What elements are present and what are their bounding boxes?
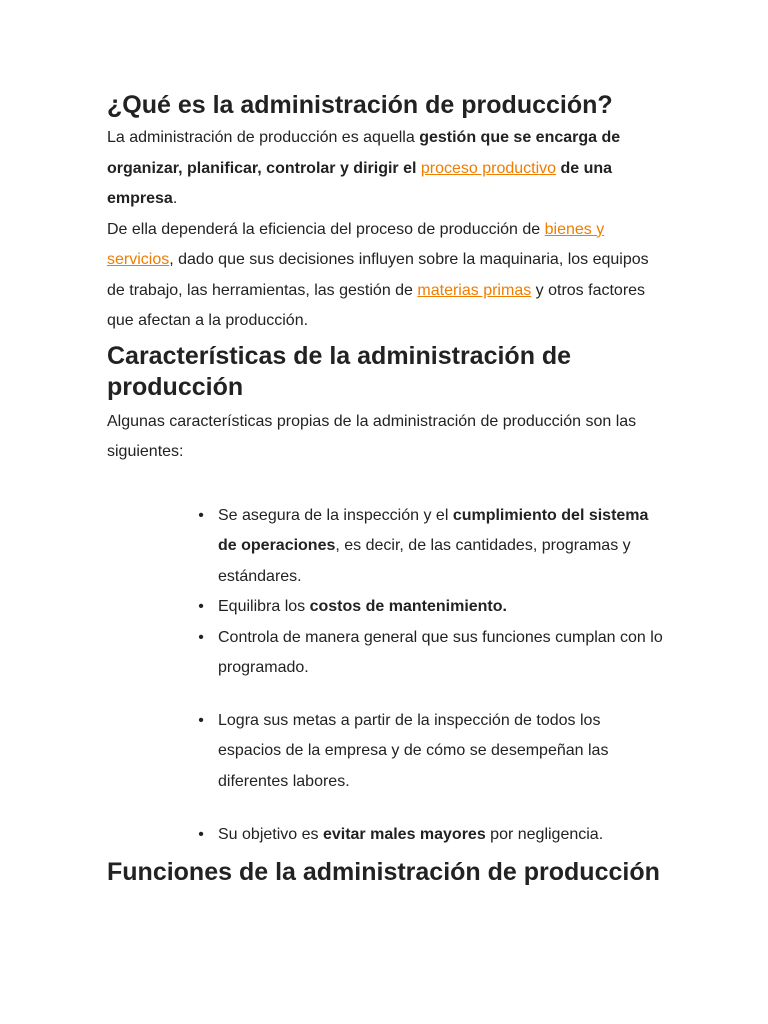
text-segment: Su objetivo es <box>218 826 323 843</box>
bold-segment: costos de mantenimiento. <box>309 598 507 615</box>
link-proceso-productivo[interactable]: proceso productivo <box>420 159 557 177</box>
text-segment: por negligencia. <box>485 826 604 843</box>
bold-segment: de una empresa <box>107 159 613 207</box>
link-materias-primas[interactable]: materias primas <box>417 281 532 299</box>
list-item <box>107 501 667 593</box>
text-segment: y otros factores que afectan a la producción. <box>107 281 646 329</box>
heading-caracteristicas: Características de la administración de producción <box>107 341 572 401</box>
list-item <box>107 706 667 798</box>
bullet-icon: • <box>198 628 204 646</box>
text-segment: , es decir, de las cantidades, programas y estándares. <box>218 537 631 585</box>
paragraph-intro-caracteristicas: Algunas características propias de la administración de producción son las siguientes: <box>107 412 637 460</box>
characteristics-list <box>107 501 667 851</box>
text-segment: Se asegura de la inspección y el <box>218 506 453 524</box>
list-item <box>107 592 667 623</box>
text-segment: , dado que sus decisiones influyen sobre la maquinaria, los equipos de trabajo, las herramientas, las gestión de <box>107 251 649 299</box>
paragraph-definition <box>107 123 667 215</box>
bullet-icon: • <box>198 598 204 615</box>
article-body <box>107 90 667 888</box>
bullet-icon: • <box>198 711 204 729</box>
text-segment: La administración de producción es aquella <box>107 129 420 146</box>
bullet-icon: • <box>198 826 204 843</box>
heading-funciones: Funciones de la administración de producción <box>107 857 660 886</box>
paragraph-eficiencia <box>107 215 667 337</box>
bold-segment: evitar males mayores <box>322 826 486 843</box>
list-item <box>107 623 667 684</box>
text-segment: Controla de manera general que sus funciones cumplan con lo programado. <box>218 628 663 676</box>
bullet-icon: • <box>198 506 204 524</box>
bold-segment: gestión que se encarga de organizar, planificar, controlar y dirigir el <box>107 129 621 177</box>
list-item <box>107 820 667 851</box>
text-segment: Logra sus metas a partir de la inspección de todos los espacios de la empresa y de cómo se desempeñan las diferentes labores. <box>218 711 609 790</box>
heading-que-es: ¿Qué es la administración de producción? <box>107 91 613 119</box>
bold-segment: cumplimiento del sistema de operaciones <box>218 506 649 554</box>
text-segment: Equilibra los <box>218 598 310 615</box>
text-segment: De ella dependerá la eficiencia del proceso de producción de <box>107 220 545 238</box>
text-segment: . <box>172 190 178 207</box>
link-bienes-y-servicios[interactable]: bienes y servicios <box>107 220 605 268</box>
